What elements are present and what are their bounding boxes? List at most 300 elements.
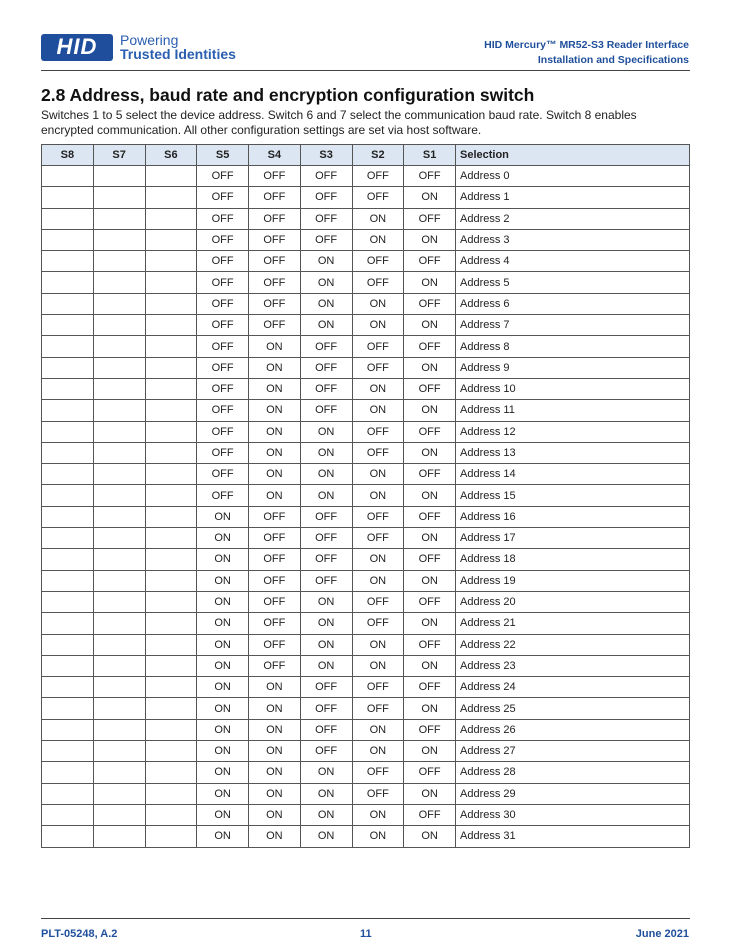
cell-s3: ON <box>300 634 352 655</box>
cell-s4: OFF <box>249 591 301 612</box>
cell-s2: OFF <box>352 357 404 378</box>
cell-s6 <box>145 826 197 847</box>
cell-s7 <box>93 591 145 612</box>
cell-s3: ON <box>300 613 352 634</box>
footer-divider <box>41 918 690 919</box>
cell-s3: ON <box>300 826 352 847</box>
table-row <box>42 506 690 527</box>
cell-s4: ON <box>249 826 301 847</box>
cell-s4: OFF <box>249 251 301 272</box>
table-row <box>42 187 690 208</box>
cell-s2: OFF <box>352 166 404 187</box>
cell-selection: Address 24 <box>456 677 690 698</box>
cell-s7 <box>93 315 145 336</box>
cell-s7 <box>93 719 145 740</box>
cell-s7 <box>93 187 145 208</box>
cell-s1: ON <box>404 485 456 506</box>
cell-selection: Address 25 <box>456 698 690 719</box>
cell-s2: ON <box>352 400 404 421</box>
cell-s2: ON <box>352 464 404 485</box>
cell-s3: ON <box>300 293 352 314</box>
cell-s3: OFF <box>300 549 352 570</box>
cell-s2: OFF <box>352 698 404 719</box>
cell-s3: OFF <box>300 357 352 378</box>
cell-selection: Address 23 <box>456 655 690 676</box>
cell-s4: ON <box>249 336 301 357</box>
cell-s8 <box>42 549 94 570</box>
cell-s3: OFF <box>300 166 352 187</box>
cell-s7 <box>93 229 145 250</box>
cell-selection: Address 3 <box>456 229 690 250</box>
cell-s8 <box>42 229 94 250</box>
document-subtitle: Installation and Specifications <box>537 54 689 66</box>
cell-s5: OFF <box>197 229 249 250</box>
cell-s1: ON <box>404 357 456 378</box>
cell-s2: OFF <box>352 442 404 463</box>
cell-s5: OFF <box>197 187 249 208</box>
cell-s2: OFF <box>352 421 404 442</box>
cell-s5: ON <box>197 613 249 634</box>
table-row <box>42 421 690 442</box>
cell-s8 <box>42 719 94 740</box>
cell-s7 <box>93 293 145 314</box>
cell-s2: OFF <box>352 251 404 272</box>
cell-s5: OFF <box>197 400 249 421</box>
cell-s6 <box>145 549 197 570</box>
cell-s4: ON <box>249 442 301 463</box>
cell-s6 <box>145 272 197 293</box>
cell-s4: OFF <box>249 528 301 549</box>
cell-s8 <box>42 655 94 676</box>
cell-selection: Address 26 <box>456 719 690 740</box>
cell-s7 <box>93 804 145 825</box>
cell-s7 <box>93 570 145 591</box>
table-row <box>42 634 690 655</box>
cell-selection: Address 9 <box>456 357 690 378</box>
cell-s2: ON <box>352 293 404 314</box>
cell-s1: OFF <box>404 336 456 357</box>
cell-s6 <box>145 208 197 229</box>
cell-s1: ON <box>404 229 456 250</box>
cell-s7 <box>93 677 145 698</box>
cell-s3: OFF <box>300 570 352 591</box>
cell-s5: OFF <box>197 464 249 485</box>
cell-s6 <box>145 528 197 549</box>
table-row <box>42 293 690 314</box>
table-row <box>42 762 690 783</box>
cell-s7 <box>93 272 145 293</box>
cell-s5: ON <box>197 719 249 740</box>
cell-selection: Address 2 <box>456 208 690 229</box>
cell-selection: Address 12 <box>456 421 690 442</box>
cell-selection: Address 17 <box>456 528 690 549</box>
cell-s8 <box>42 762 94 783</box>
cell-s5: ON <box>197 549 249 570</box>
cell-s4: ON <box>249 783 301 804</box>
cell-s8 <box>42 442 94 463</box>
cell-s4: ON <box>249 421 301 442</box>
cell-s2: ON <box>352 741 404 762</box>
cell-s4: OFF <box>249 208 301 229</box>
cell-s8 <box>42 826 94 847</box>
cell-s3: OFF <box>300 208 352 229</box>
table-row <box>42 229 690 250</box>
cell-s4: ON <box>249 464 301 485</box>
cell-s2: ON <box>352 634 404 655</box>
cell-s8 <box>42 783 94 804</box>
cell-s2: OFF <box>352 187 404 208</box>
table-row <box>42 357 690 378</box>
cell-s8 <box>42 336 94 357</box>
cell-s1: OFF <box>404 378 456 399</box>
cell-s4: ON <box>249 400 301 421</box>
cell-s4: OFF <box>249 229 301 250</box>
table-row <box>42 528 690 549</box>
cell-s4: OFF <box>249 655 301 676</box>
cell-s5: ON <box>197 677 249 698</box>
cell-s5: OFF <box>197 357 249 378</box>
cell-s4: OFF <box>249 272 301 293</box>
cell-s2: ON <box>352 208 404 229</box>
col-header-s1: S1 <box>404 145 456 166</box>
cell-s8 <box>42 166 94 187</box>
cell-s2: ON <box>352 655 404 676</box>
cell-selection: Address 5 <box>456 272 690 293</box>
cell-s3: ON <box>300 464 352 485</box>
cell-s6 <box>145 591 197 612</box>
cell-s8 <box>42 485 94 506</box>
cell-selection: Address 6 <box>456 293 690 314</box>
cell-s7 <box>93 762 145 783</box>
cell-s6 <box>145 421 197 442</box>
table-row <box>42 698 690 719</box>
cell-selection: Address 20 <box>456 591 690 612</box>
cell-s7 <box>93 698 145 719</box>
logo-tagline-line2: Trusted Identities <box>120 46 236 62</box>
col-header-s6: S6 <box>145 145 197 166</box>
table-row <box>42 741 690 762</box>
col-header-s4: S4 <box>249 145 301 166</box>
cell-s1: ON <box>404 826 456 847</box>
cell-s1: ON <box>404 655 456 676</box>
cell-s1: OFF <box>404 506 456 527</box>
cell-s6 <box>145 293 197 314</box>
footer-doc-number: PLT-05248, A.2 <box>41 928 118 940</box>
cell-s3: OFF <box>300 741 352 762</box>
table-row <box>42 442 690 463</box>
cell-selection: Address 10 <box>456 378 690 399</box>
cell-s3: OFF <box>300 506 352 527</box>
cell-s1: OFF <box>404 677 456 698</box>
cell-s7 <box>93 442 145 463</box>
cell-s8 <box>42 251 94 272</box>
cell-s1: ON <box>404 187 456 208</box>
table-row <box>42 549 690 570</box>
cell-s1: ON <box>404 442 456 463</box>
table-row <box>42 251 690 272</box>
cell-s1: ON <box>404 570 456 591</box>
cell-s3: ON <box>300 762 352 783</box>
logo-tagline-line1: Powering <box>120 32 179 48</box>
cell-s1: ON <box>404 272 456 293</box>
cell-s1: ON <box>404 783 456 804</box>
cell-s6 <box>145 251 197 272</box>
table-row <box>42 613 690 634</box>
cell-s7 <box>93 783 145 804</box>
cell-s3: ON <box>300 421 352 442</box>
cell-selection: Address 16 <box>456 506 690 527</box>
table-row <box>42 464 690 485</box>
cell-s8 <box>42 400 94 421</box>
cell-s8 <box>42 187 94 208</box>
col-header-s7: S7 <box>93 145 145 166</box>
cell-selection: Address 31 <box>456 826 690 847</box>
cell-s8 <box>42 528 94 549</box>
cell-s4: ON <box>249 804 301 825</box>
cell-s1: OFF <box>404 591 456 612</box>
cell-selection: Address 11 <box>456 400 690 421</box>
cell-s1: OFF <box>404 549 456 570</box>
cell-s8 <box>42 677 94 698</box>
table-row <box>42 783 690 804</box>
cell-s6 <box>145 698 197 719</box>
cell-s2: OFF <box>352 762 404 783</box>
table-header-row <box>42 145 690 166</box>
logo-tagline <box>120 33 236 61</box>
cell-s4: OFF <box>249 613 301 634</box>
cell-s4: ON <box>249 741 301 762</box>
cell-s2: OFF <box>352 506 404 527</box>
cell-s6 <box>145 570 197 591</box>
cell-s5: ON <box>197 783 249 804</box>
cell-selection: Address 29 <box>456 783 690 804</box>
hid-logo <box>41 33 236 61</box>
table-body <box>42 166 690 848</box>
cell-s1: OFF <box>404 719 456 740</box>
cell-s5: ON <box>197 698 249 719</box>
cell-s3: OFF <box>300 698 352 719</box>
cell-selection: Address 28 <box>456 762 690 783</box>
cell-s3: ON <box>300 315 352 336</box>
cell-s2: OFF <box>352 528 404 549</box>
cell-s7 <box>93 549 145 570</box>
table-row <box>42 591 690 612</box>
col-header-s5: S5 <box>197 145 249 166</box>
cell-s4: ON <box>249 378 301 399</box>
cell-s3: ON <box>300 485 352 506</box>
col-header-selection: Selection <box>456 145 690 166</box>
cell-s6 <box>145 655 197 676</box>
cell-s2: ON <box>352 378 404 399</box>
table-row <box>42 378 690 399</box>
cell-s8 <box>42 741 94 762</box>
hid-logo-mark: HID <box>41 34 113 61</box>
cell-s3: ON <box>300 272 352 293</box>
cell-s5: OFF <box>197 336 249 357</box>
cell-s1: OFF <box>404 251 456 272</box>
cell-s1: ON <box>404 698 456 719</box>
cell-s3: OFF <box>300 719 352 740</box>
cell-s7 <box>93 655 145 676</box>
cell-s4: OFF <box>249 293 301 314</box>
cell-s6 <box>145 187 197 208</box>
cell-s4: OFF <box>249 187 301 208</box>
cell-s2: OFF <box>352 677 404 698</box>
cell-selection: Address 13 <box>456 442 690 463</box>
cell-s3: OFF <box>300 378 352 399</box>
cell-s6 <box>145 762 197 783</box>
cell-s2: ON <box>352 549 404 570</box>
footer-date: June 2021 <box>635 928 689 940</box>
cell-s3: ON <box>300 591 352 612</box>
cell-s7 <box>93 741 145 762</box>
cell-s1: OFF <box>404 293 456 314</box>
cell-s2: ON <box>352 229 404 250</box>
cell-s1: OFF <box>404 804 456 825</box>
table-row <box>42 485 690 506</box>
cell-s5: ON <box>197 506 249 527</box>
cell-s7 <box>93 208 145 229</box>
cell-selection: Address 8 <box>456 336 690 357</box>
cell-s3: ON <box>300 783 352 804</box>
cell-s3: OFF <box>300 677 352 698</box>
cell-s6 <box>145 464 197 485</box>
switch-config-table <box>41 144 690 848</box>
cell-s5: ON <box>197 634 249 655</box>
cell-s5: OFF <box>197 272 249 293</box>
cell-selection: Address 1 <box>456 187 690 208</box>
cell-s4: ON <box>249 719 301 740</box>
table-row <box>42 804 690 825</box>
cell-s4: OFF <box>249 315 301 336</box>
cell-s1: ON <box>404 741 456 762</box>
cell-s1: OFF <box>404 464 456 485</box>
cell-s8 <box>42 804 94 825</box>
cell-s8 <box>42 293 94 314</box>
cell-s5: ON <box>197 655 249 676</box>
document-header <box>484 38 689 68</box>
col-header-s8: S8 <box>42 145 94 166</box>
cell-s1: ON <box>404 528 456 549</box>
cell-s6 <box>145 719 197 740</box>
table-row <box>42 655 690 676</box>
cell-s5: OFF <box>197 378 249 399</box>
cell-s4: OFF <box>249 634 301 655</box>
cell-s3: ON <box>300 442 352 463</box>
cell-selection: Address 27 <box>456 741 690 762</box>
header-divider <box>41 70 690 71</box>
table-row <box>42 719 690 740</box>
cell-s5: OFF <box>197 293 249 314</box>
table-row <box>42 400 690 421</box>
cell-s1: OFF <box>404 634 456 655</box>
cell-s4: ON <box>249 357 301 378</box>
cell-s5: OFF <box>197 315 249 336</box>
cell-s4: OFF <box>249 166 301 187</box>
cell-s8 <box>42 634 94 655</box>
cell-s7 <box>93 357 145 378</box>
cell-s5: ON <box>197 804 249 825</box>
cell-s8 <box>42 506 94 527</box>
cell-selection: Address 22 <box>456 634 690 655</box>
cell-s2: OFF <box>352 591 404 612</box>
cell-s5: ON <box>197 528 249 549</box>
table-row <box>42 336 690 357</box>
cell-s6 <box>145 378 197 399</box>
cell-s7 <box>93 166 145 187</box>
cell-s3: OFF <box>300 528 352 549</box>
cell-selection: Address 21 <box>456 613 690 634</box>
cell-s1: OFF <box>404 208 456 229</box>
cell-s6 <box>145 783 197 804</box>
cell-selection: Address 18 <box>456 549 690 570</box>
cell-s5: OFF <box>197 421 249 442</box>
cell-s5: ON <box>197 591 249 612</box>
cell-s8 <box>42 613 94 634</box>
cell-selection: Address 14 <box>456 464 690 485</box>
footer-page-number: 11 <box>360 928 372 940</box>
cell-s6 <box>145 166 197 187</box>
cell-s6 <box>145 442 197 463</box>
cell-s4: OFF <box>249 570 301 591</box>
cell-s5: ON <box>197 826 249 847</box>
cell-selection: Address 0 <box>456 166 690 187</box>
cell-s2: OFF <box>352 613 404 634</box>
cell-s6 <box>145 634 197 655</box>
cell-s5: ON <box>197 570 249 591</box>
cell-s2: ON <box>352 315 404 336</box>
cell-s2: ON <box>352 485 404 506</box>
cell-s3: ON <box>300 804 352 825</box>
cell-s5: OFF <box>197 208 249 229</box>
cell-s1: ON <box>404 400 456 421</box>
cell-s4: OFF <box>249 549 301 570</box>
table-row <box>42 677 690 698</box>
cell-s4: ON <box>249 762 301 783</box>
cell-s7 <box>93 421 145 442</box>
cell-selection: Address 30 <box>456 804 690 825</box>
col-header-s3: S3 <box>300 145 352 166</box>
cell-s5: OFF <box>197 251 249 272</box>
cell-s2: OFF <box>352 783 404 804</box>
cell-s6 <box>145 506 197 527</box>
cell-s2: OFF <box>352 336 404 357</box>
cell-s6 <box>145 741 197 762</box>
cell-s7 <box>93 336 145 357</box>
cell-s8 <box>42 357 94 378</box>
cell-s2: ON <box>352 570 404 591</box>
cell-s8 <box>42 315 94 336</box>
cell-selection: Address 15 <box>456 485 690 506</box>
cell-s7 <box>93 613 145 634</box>
cell-s1: OFF <box>404 421 456 442</box>
cell-selection: Address 4 <box>456 251 690 272</box>
cell-s6 <box>145 336 197 357</box>
cell-s2: ON <box>352 719 404 740</box>
cell-selection: Address 19 <box>456 570 690 591</box>
cell-s4: ON <box>249 677 301 698</box>
cell-s2: ON <box>352 804 404 825</box>
table-row <box>42 272 690 293</box>
cell-s7 <box>93 634 145 655</box>
cell-s8 <box>42 208 94 229</box>
table-row <box>42 826 690 847</box>
cell-s7 <box>93 400 145 421</box>
cell-s1: ON <box>404 315 456 336</box>
cell-s4: ON <box>249 698 301 719</box>
col-header-s2: S2 <box>352 145 404 166</box>
section-title: 2.8 Address, baud rate and encryption configuration switch <box>41 85 535 105</box>
